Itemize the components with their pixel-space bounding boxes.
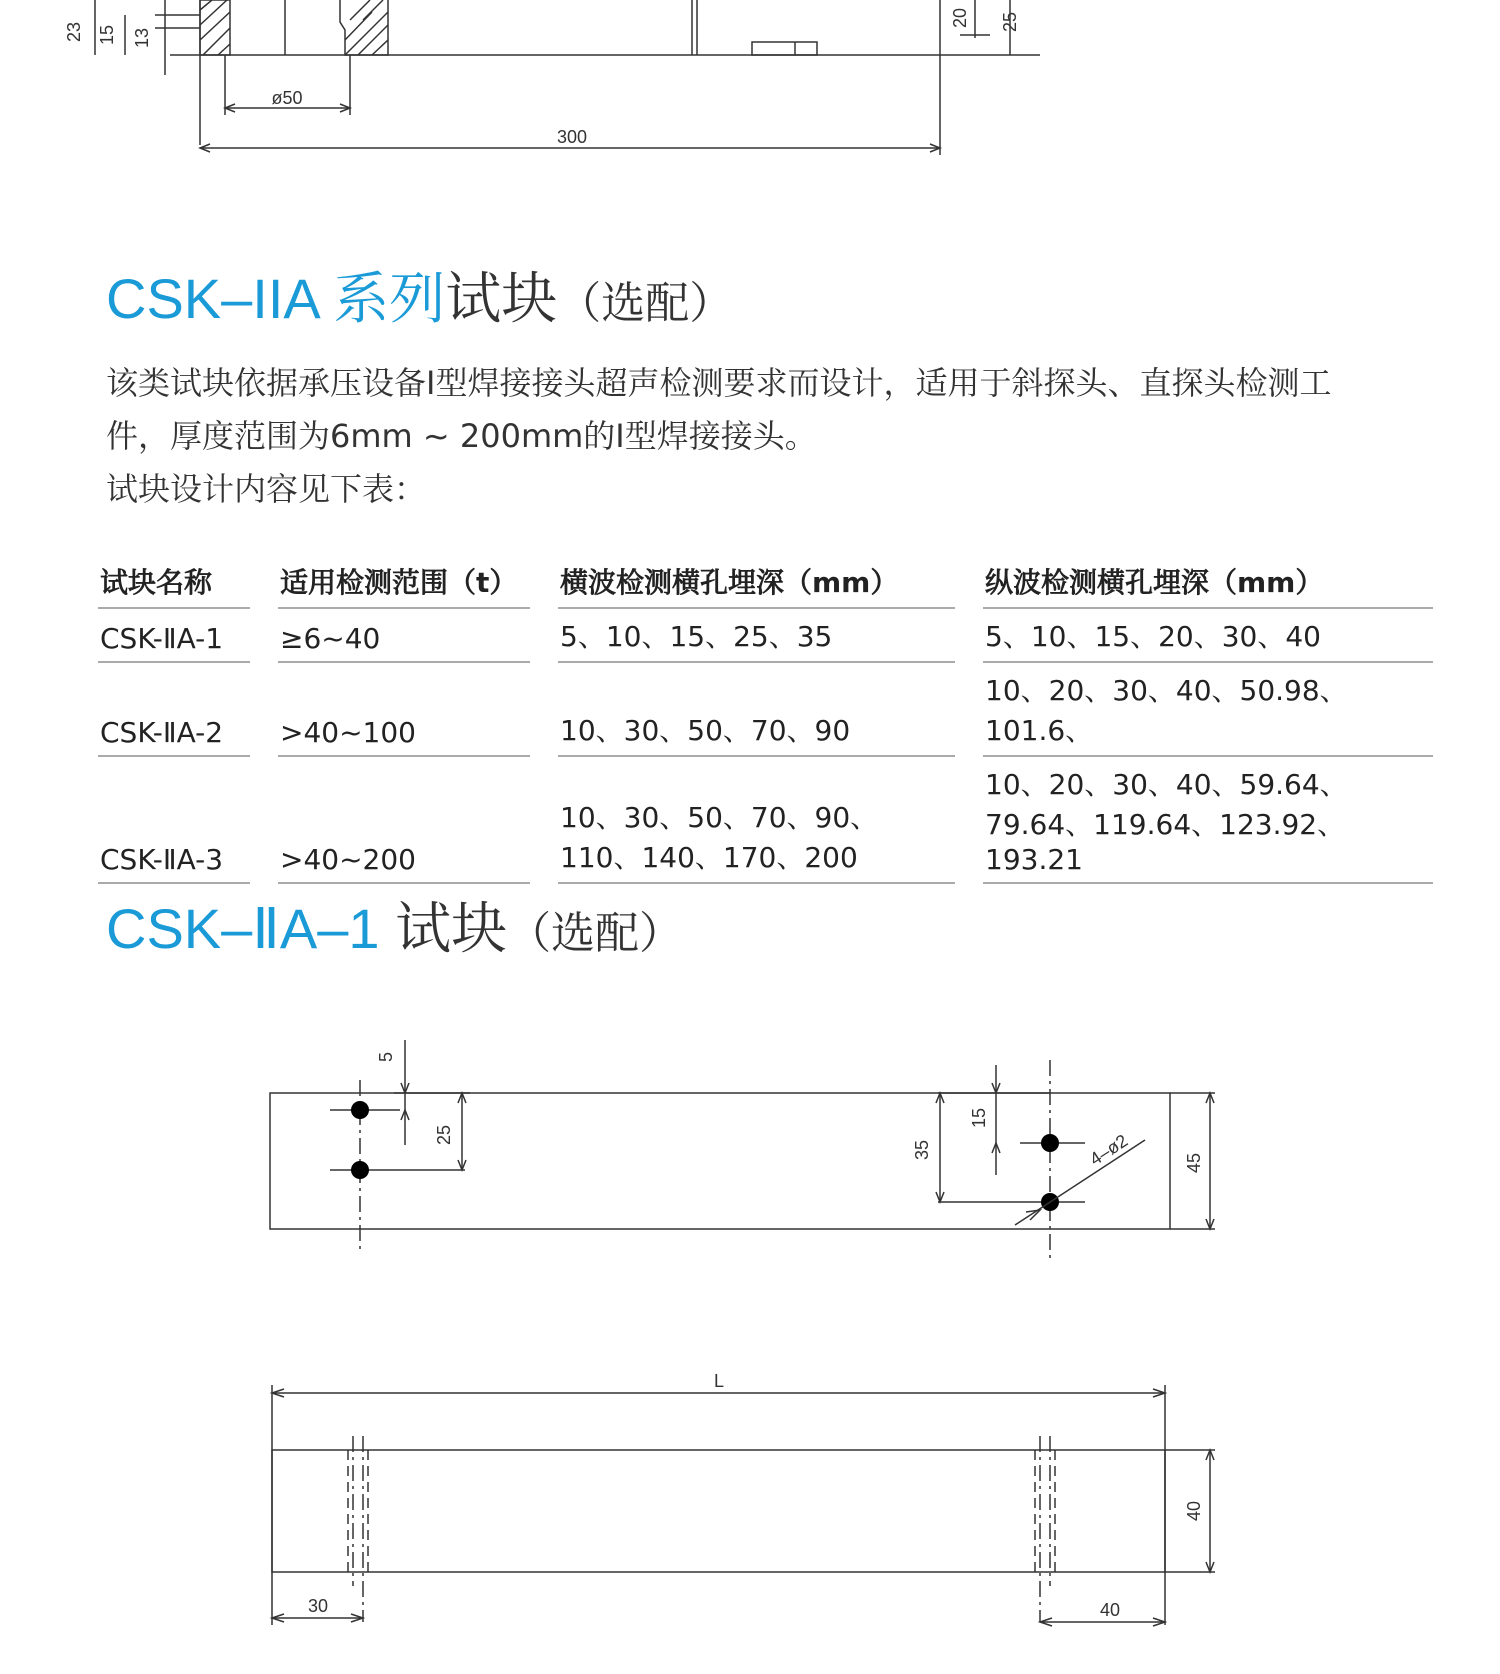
header-block-name: 试块名称 bbox=[98, 555, 250, 609]
cell-longitudinal-depth: 10、20、30、40、59.64、79.64、119.64、123.92、193.21 bbox=[983, 757, 1433, 884]
dim-L: L bbox=[713, 1371, 725, 1391]
cell-block-name: CSK-ⅡA-3 bbox=[98, 757, 250, 884]
dim-30: 30 bbox=[307, 1596, 329, 1616]
title-block: 试块 bbox=[445, 267, 558, 332]
title-series: 系列 bbox=[333, 267, 446, 332]
desc-line-2: 件，厚度范围为6mm ~ 200mm的Ⅰ型焊接接头。 bbox=[106, 417, 817, 455]
cell-longitudinal-depth: 10、20、30、40、50.98、101.6、 bbox=[983, 663, 1433, 757]
cell-range: >40~100 bbox=[278, 663, 530, 757]
dim-25-mid: 25 bbox=[434, 1124, 454, 1146]
dim-15: 15 bbox=[97, 24, 117, 46]
table-header-row bbox=[98, 555, 1433, 609]
title-block: 试块 bbox=[395, 897, 508, 962]
section-description bbox=[106, 357, 1426, 516]
title-model: CSK–ⅡA–1 bbox=[106, 897, 396, 960]
csk-iia-1-side-view bbox=[272, 1385, 1215, 1626]
section-title-csk-iia-series bbox=[106, 255, 733, 335]
cell-shear-depth: 10、30、50、70、90 bbox=[558, 663, 955, 757]
table-row bbox=[98, 663, 1433, 757]
cell-range: >40~200 bbox=[278, 757, 530, 884]
cell-shear-depth: 10、30、50、70、90、110、140、170、200 bbox=[558, 757, 955, 884]
dim-40-height: 40 bbox=[1184, 1500, 1204, 1522]
dim-40-width: 40 bbox=[1099, 1600, 1121, 1620]
cell-shear-depth: 5、10、15、25、35 bbox=[558, 609, 955, 663]
dim-5: 5 bbox=[376, 1051, 396, 1063]
dim-23: 23 bbox=[64, 21, 84, 43]
title-optional: （选配） bbox=[557, 278, 734, 329]
header-shear-depth: 横波检测横孔埋深（mm） bbox=[558, 555, 955, 609]
cell-longitudinal-depth: 5、10、15、20、30、40 bbox=[983, 609, 1433, 663]
cell-block-name: CSK-ⅡA-2 bbox=[98, 663, 250, 757]
csk-iia-1-front-view bbox=[270, 1040, 1215, 1260]
desc-line-1: 该类试块依据承压设备I型焊接接头超声检测要求而设计，适用于斜探头、直探头检测工 bbox=[106, 364, 1332, 402]
title-model: CSK–IIA bbox=[106, 267, 334, 330]
dim-13: 13 bbox=[132, 27, 152, 49]
title-optional: （选配） bbox=[507, 908, 684, 959]
dim-15-mid: 15 bbox=[969, 1107, 989, 1129]
dim-25: 25 bbox=[1000, 11, 1020, 33]
table-row bbox=[98, 757, 1433, 884]
desc-line-3: 试块设计内容见下表： bbox=[106, 470, 427, 508]
dim-45: 45 bbox=[1184, 1152, 1204, 1174]
dim-20: 20 bbox=[950, 7, 970, 29]
section-title-csk-iia-1 bbox=[106, 885, 683, 965]
spec-table bbox=[98, 555, 1433, 884]
dim-diameter-50: ø50 bbox=[271, 88, 303, 108]
cell-block-name: CSK-ⅡA-1 bbox=[98, 609, 250, 663]
header-longitudinal-depth: 纵波检测横孔埋深（mm） bbox=[983, 555, 1433, 609]
cell-range: ≥6~40 bbox=[278, 609, 530, 663]
dim-300: 300 bbox=[556, 127, 588, 147]
header-range: 适用检测范围（t） bbox=[278, 555, 530, 609]
dim-4-holes-diameter-2: 4–ø2 bbox=[1086, 1130, 1132, 1170]
table-row bbox=[98, 609, 1433, 663]
dim-35: 35 bbox=[912, 1139, 932, 1161]
